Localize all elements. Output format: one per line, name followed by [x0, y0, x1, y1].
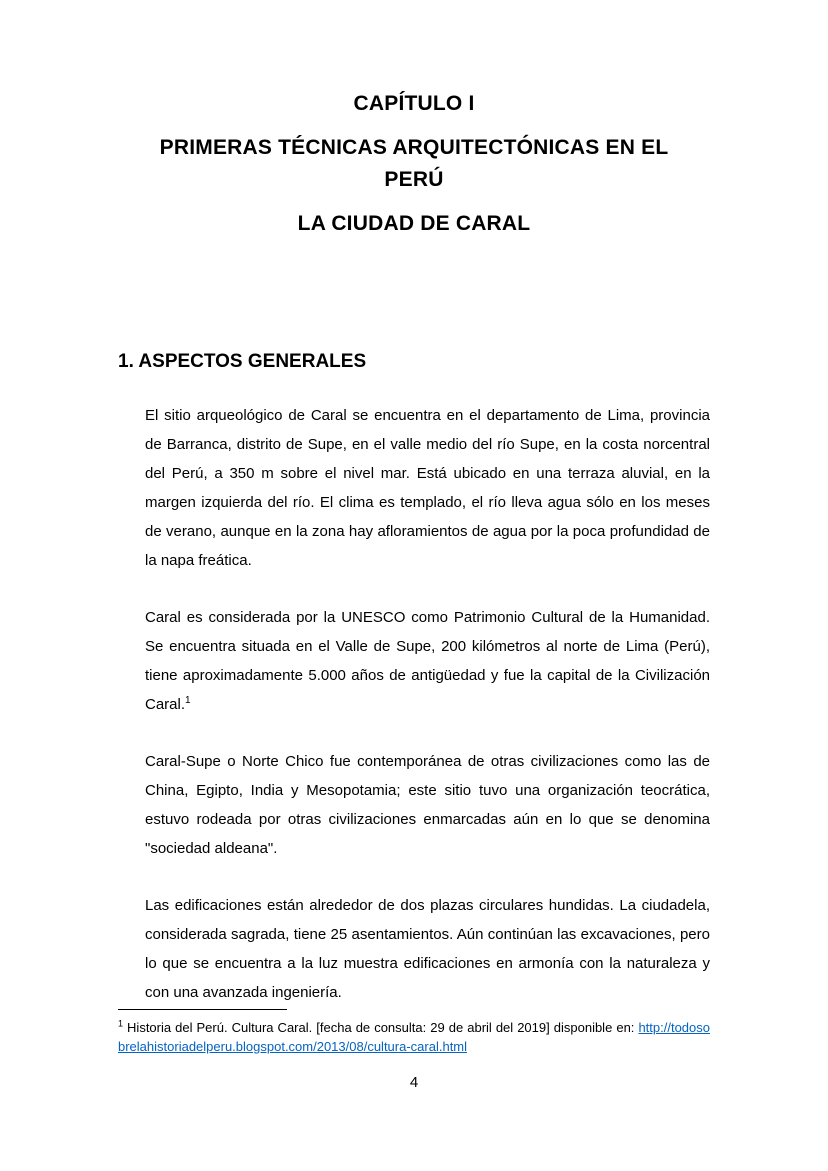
- section-heading: 1. ASPECTOS GENERALES: [118, 351, 367, 372]
- paragraph-text: Las edificaciones están alrededor de dos plazas circulares hundidas. La ciudadela, considerada sagrada, tiene 25 asentamientos. Aún continúan las excavaciones, pero lo que se encuentra a la luz muestra edificaciones en armonía con la naturaleza y con una avanzada ingeniería.: [145, 897, 710, 1001]
- footnote-link[interactable]: http://todosobrelahistoriadelperu.blogspot.com/2013/08/cultura-caral.html: [118, 1020, 710, 1054]
- page-footer: [118, 1009, 710, 1093]
- footnote: [118, 1018, 710, 1056]
- chapter-subtitle: PRIMERAS TÉCNICAS ARQUITECTÓNICAS EN EL PERÚ: [159, 136, 669, 191]
- paragraph: [145, 401, 710, 575]
- chapter-title: CAPÍTULO I: [353, 92, 475, 115]
- footnote-text: Historia del Perú. Cultura Caral. [fecha de consulta: 29 de abril del 2019] disponible en:: [123, 1020, 639, 1035]
- paragraph: [145, 891, 710, 1007]
- body-text: [145, 377, 710, 1007]
- paragraph-text: El sitio arqueológico de Caral se encuentra en el departamento de Lima, provincia de Barranca, distrito de Supe, en el valle medio del río Supe, en la costa norcentral del Perú, a 350 m sobre el nivel mar. Está ubicado en una terraza aluvial, en la margen izquierda del río. El clima es templado, el río lleva agua sólo en los meses de verano, aunque en la zona hay afloramientos de agua por la poca profundidad de la napa freática.: [145, 407, 710, 569]
- paragraph: [145, 603, 710, 719]
- footnote-separator: [118, 1009, 287, 1010]
- paragraph-text: Caral es considerada por la UNESCO como Patrimonio Cultural de la Humanidad. Se encuentra situada en el Valle de Supe, 200 kilómetros al norte de Lima (Perú), tiene aproximadamente 5.000 años de antigüedad y fue la capital de la Civilización Caral.: [145, 609, 710, 713]
- section-title: LA CIUDAD DE CARAL: [297, 212, 531, 235]
- paragraph: [145, 747, 710, 863]
- paragraph-text: Caral-Supe o Norte Chico fue contemporánea de otras civilizaciones como las de China, Egipto, India y Mesopotamia; este sitio tuvo una organización teocrática, estuvo rodeada por otras civilizaciones enmarcadas aún en lo que se denomina "sociedad aldeana".: [145, 753, 710, 857]
- footnote-marker: 1: [118, 1018, 124, 1029]
- page-number: 4: [409, 1074, 419, 1091]
- title-block: [118, 88, 710, 252]
- footnote-ref: 1: [185, 695, 191, 706]
